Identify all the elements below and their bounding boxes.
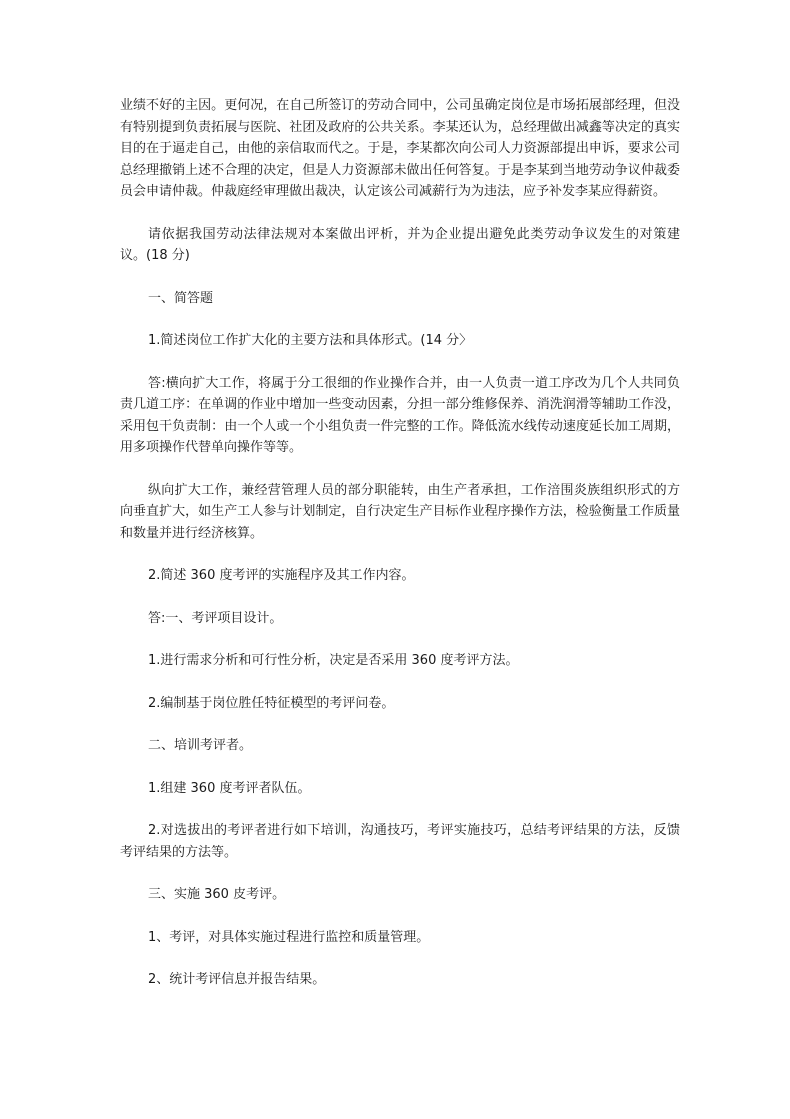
answer-2-step-2-item-1: 1.组建 360 度考评者队伍。 [148,780,311,796]
answer-2-step-2-item-2: 2.对选拔出的考评者进行如下培训，沟通技巧，考评实施技巧，总结考评结果的方法，反馈考评结果的方法等。 [120,823,680,860]
answer-1-vertical: 纵向扩大工作，兼经营管理人员的部分职能转，由生产者承担，工作涪围炎族组织形式的方向垂直扩大，如生产工人参与计划制定，自行决定生产目标作业程序操作方法，检验衡量工作质量和数量并进行经济核算。 [120,482,680,541]
question-1: 1.简述岗位工作扩大化的主要方法和具体形式。(14 分〉 [148,333,473,348]
document-page [120,95,680,991]
answer-2-step-3-item-1: 1、考评，对具体实施过程进行监控和质量管理。 [148,929,430,945]
answer-2-step-1-heading: 答:一、考评项目设计。 [148,610,283,626]
answer-2-step-2-heading: 二、培训考评者。 [148,738,253,753]
answer-2-step-1-item-1: 1.进行需求分析和可行性分析，决定是否采用 360 度考评方法。 [148,653,519,668]
answer-2-step-3-heading: 三、实施 360 皮考评。 [148,887,286,902]
answer-1-horizontal: 答:横向扩大工作，将属于分工很细的作业操作合并，由一人负责一道工序改为几个人共同负责几道工序：在单调的作业中增加一些变动因素，分担一部分维修保养、消洗润滑等辅助工作没，采用包干负责制：由一个人或一个小组负责一件完整的工作。降低流水线传动速度延长加工周期，用多项操作代替单向操作等等。 [120,375,680,455]
paragraph-case-continuation: 业绩不好的主因。更何况，在自己所签订的劳动合同中，公司虽确定岗位是市场拓展部经理，但没有特别提到负责拓展与医院、社团及政府的公共关系。李某还认为，总经理做出减鑫等决定的真实目的在于逼走自己，由他的亲信取而代之。于是，李某都次向公司人力资源部提出申诉，要求公司总经理撤销上述不合理的决定，但是人力资源部未做出任何答复。于是李某到当地劳动争议仲裁委员会申请仲裁。仲裁庭经审理做出裁决，认定该公司减薪行为为违法，应予补发李某应得薪资。 [120,98,680,199]
answer-2-step-1-item-2: 2.编制基于岗位胜任特征模型的考评问卷。 [148,695,395,711]
answer-2-step-3-item-2: 2、统计考评信息并报告结果。 [148,972,326,987]
section-heading-short-answer: 一、简答题 [148,290,214,306]
question-2: 2.简述 360 度考评的实施程序及其工作内容。 [148,568,415,583]
paragraph-question-prompt: 请依据我国劳动法律法规对本案做出评析，并为企业提出避免此类劳动争议发生的对策建议。(18 分) [120,226,680,263]
